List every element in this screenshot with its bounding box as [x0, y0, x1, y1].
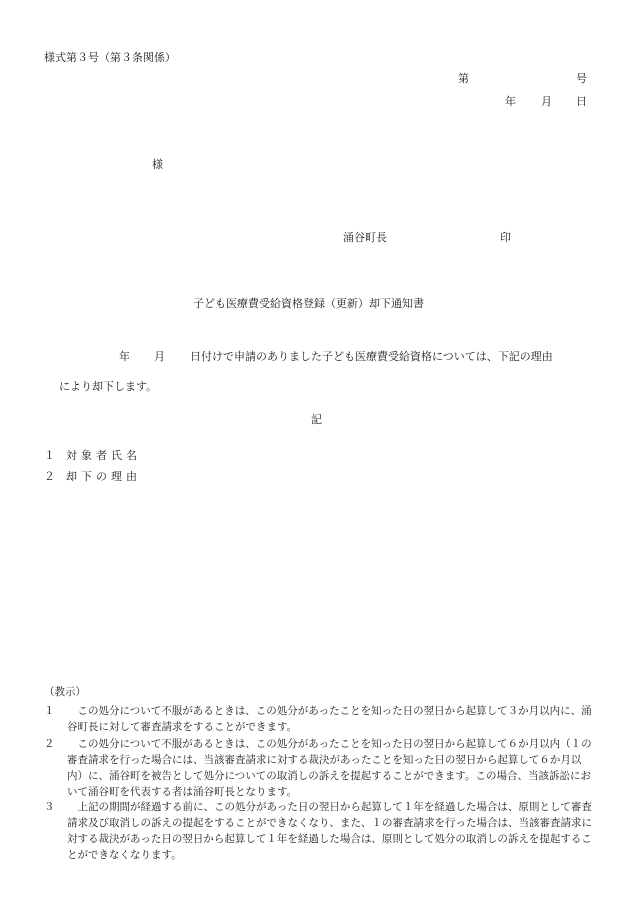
- instruction-text: 上記の期間が経過する前に、この処分があった日の翌日から起算して１年を経過した場合は、原則として審査請求及び取消しの訴えの提起をすることができなくなり、また、１の審査請求を行った場合は、当該審査請求に対する裁決があった日の翌日から起算して１年を経過した場合は、原則として処分の取消しの訴えを提起することができなくなります。: [67, 801, 592, 861]
- instruction-item: [44, 703, 592, 735]
- instruction-heading: （教示）: [44, 686, 86, 698]
- instruction-number: １: [44, 705, 55, 717]
- body-line2: により却下します。: [59, 380, 158, 393]
- document-title: 子ども医療費受給資格登録（更新）却下通知書: [193, 297, 424, 310]
- instruction-item: [44, 799, 592, 863]
- body-year: 年: [119, 350, 130, 363]
- item-number-2: ２: [44, 470, 55, 483]
- ki-mark: 記: [311, 413, 322, 426]
- instruction-text: この処分について不服があるときは、この処分があったことを知った日の翌日から起算して６か月以内（１の審査請求を行った場合には、当該審査請求に対する裁決があったことを知った日の翌日から起算して６か月以内）に、涌谷町を被告として処分についての取消しの訴えを提起することができます。この場合、当該訴訟において涌谷町を代表する者は涌谷町長となります。: [67, 738, 592, 798]
- instruction-item: [44, 736, 592, 800]
- body-line1: 日付けで申請のありました子ども医療費受給資格については、下記の理由: [190, 350, 553, 363]
- issuer-title: 涌谷町長: [343, 231, 387, 244]
- date-day: 日: [576, 95, 587, 108]
- item-label-target-name: 対象者氏名: [66, 449, 141, 462]
- seal-mark: 印: [500, 231, 511, 244]
- item-number-1: １: [44, 449, 55, 462]
- number-suffix: 号: [576, 72, 587, 85]
- date-year: 年: [505, 95, 516, 108]
- instruction-text: この処分について不服があるときは、この処分があったことを知った日の翌日から起算して３か月以内に、涌谷町長に対して審査請求をすることができます。: [67, 705, 592, 733]
- instruction-number: ３: [44, 801, 55, 813]
- addressee-suffix: 様: [152, 158, 163, 171]
- body-month: 月: [154, 350, 165, 363]
- date-month: 月: [541, 95, 552, 108]
- item-label-rejection-reason: 却下の理由: [66, 470, 141, 483]
- instruction-number: ２: [44, 738, 55, 750]
- form-label: 様式第３号（第３条関係）: [44, 51, 176, 64]
- number-prefix: 第: [458, 72, 469, 85]
